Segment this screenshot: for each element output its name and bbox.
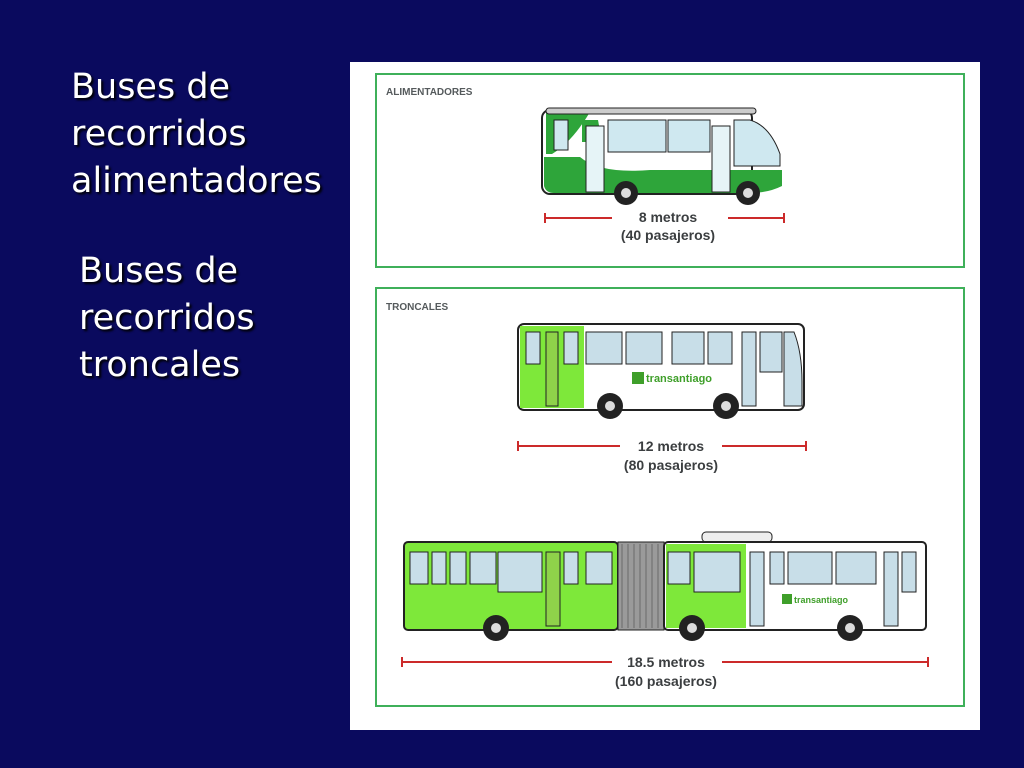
bus-diagram-svg	[350, 62, 980, 730]
feeder-capacity-label: (40 pasajeros)	[620, 227, 716, 243]
articulated-trunk-bus-illustration	[404, 532, 926, 641]
standard-bus-capacity-label: (80 pasajeros)	[623, 457, 719, 473]
feeder-heading-line-2: recorridos	[71, 114, 247, 154]
articulated-bus-length-label: 18.5 metros	[627, 654, 705, 670]
trunk-section-label: TRONCALES	[386, 302, 449, 313]
trunk-heading-line-1: Buses de	[79, 251, 239, 291]
trunk-heading-line-3: troncales	[79, 345, 241, 385]
standard-bus-length-label: 12 metros	[637, 438, 705, 454]
feeder-heading-line-1: Buses de	[71, 67, 231, 107]
bus-types-figure	[350, 62, 980, 730]
trunk-buses-heading	[79, 248, 255, 389]
standard-trunk-bus-illustration	[518, 324, 804, 419]
standard-bus-brand: transantiago	[646, 373, 713, 385]
articulated-bus-brand: transantiago	[794, 595, 849, 605]
feeder-bus-illustration	[542, 108, 782, 205]
feeder-section-label: ALIMENTADORES	[386, 87, 473, 98]
feeder-length-label: 8 metros	[638, 209, 698, 225]
trunk-heading-line-2: recorridos	[79, 298, 255, 338]
feeder-buses-heading	[71, 64, 322, 205]
feeder-heading-line-3: alimentadores	[71, 161, 322, 201]
articulated-bus-capacity-label: (160 pasajeros)	[615, 673, 717, 689]
